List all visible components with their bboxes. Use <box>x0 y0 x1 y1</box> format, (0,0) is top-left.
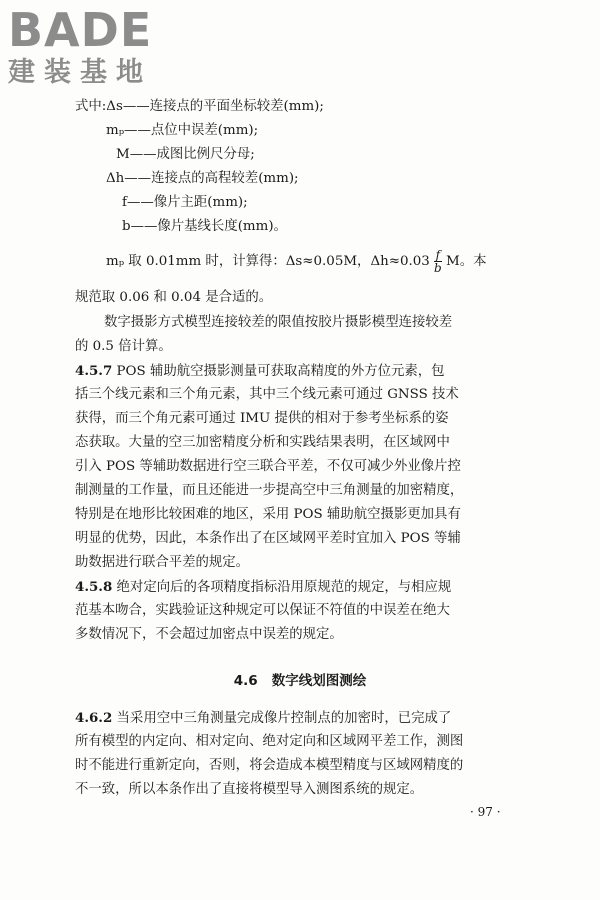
clause-457-line: 特别是在地形比较困难的地区，采用 POS 辅助航空摄影更加具有 <box>75 507 461 522</box>
clause-number: 4.5.8 <box>75 579 113 595</box>
clause-462-line: 4.6.2 当采用空中三角测量完成像片控制点的加密时，已完成了 <box>75 710 452 726</box>
clause-number: 4.6.2 <box>75 710 113 726</box>
clause-number: 4.5.7 <box>75 363 113 379</box>
definition-line: Δh——连接点的高程较差(mm); <box>106 171 299 186</box>
clause-462-line: 时不能进行重新定向，否则，将会造成本模型精度与区域网精度的 <box>75 758 464 773</box>
definition-line: b——像片基线长度(mm)。 <box>122 219 287 234</box>
calc-line <box>106 249 487 274</box>
paragraph-line: 的 0.5 倍计算。 <box>75 339 172 354</box>
fraction-numerator: f <box>435 248 441 262</box>
bade-logo <box>8 3 153 88</box>
clause-457-line: 获得，而三个角元素可通过 IMU 提供的相对于参考坐标系的姿 <box>75 411 449 426</box>
paragraph-line: 数字摄影方式模型连接较差的限值按胶片摄影模型连接较差 <box>104 315 453 330</box>
calc-line-2: 规范取 0.06 和 0.04 是合适的。 <box>75 290 273 305</box>
clause-457-line: 态获取。大量的空三加密精度分析和实践结果表明，在区域网中 <box>75 435 450 450</box>
definition-line: mₚ——点位中误差(mm); <box>106 123 259 138</box>
section-heading <box>0 669 600 689</box>
clause-457-line: 括三个线元素和三个角元素，其中三个线元素可通过 GNSS 技术 <box>75 387 459 402</box>
calc-lead: mₚ 取 0.01mm 时，计算得：Δs≈0.05M，Δh≈0.03 <box>106 254 430 269</box>
section-title: 数字线划图测绘 <box>271 673 367 689</box>
definition-line: M——成图比例尺分母; <box>116 147 255 162</box>
clause-457-line: 4.5.7 POS 辅助航空摄影测量可获取高精度的外方位元素，包 <box>75 363 445 379</box>
fraction-denominator: b <box>434 261 442 275</box>
clause-458-line: 多数情况下，不会超过加密点中误差的规定。 <box>75 627 343 642</box>
clause-458-line: 范基本吻合，实践验证这种规定可以保证不符值的中误差在绝大 <box>75 603 450 618</box>
logo-subtitle: 建装基地 <box>8 57 152 88</box>
page-number: · 97 · <box>470 805 501 819</box>
logo-brand: BADE <box>8 3 153 57</box>
clause-462-line: 所有模型的内定向、相对定向、绝对定向和区域网平差工作，测图 <box>75 734 464 749</box>
clause-458-line: 4.5.8 绝对定向后的各项精度指标沿用原规范的规定，与相应规 <box>75 579 452 595</box>
clause-457-line: 引入 POS 等辅助数据进行空三联合平差，不仅可减少外业像片控 <box>75 459 461 474</box>
fraction <box>434 249 442 274</box>
definition-line: f——像片主距(mm); <box>122 195 248 210</box>
definition-line: 式中:Δs——连接点的平面坐标较差(mm); <box>75 99 324 114</box>
clause-457-line: 助数据进行联合平差的规定。 <box>75 555 250 570</box>
clause-462-line: 不一致，所以本条作出了直接将模型导入测图系统的规定。 <box>75 782 424 797</box>
section-number: 4.6 <box>233 673 258 689</box>
clause-457-line: 明显的优势，因此，本条作出了在区域网平差时宜加入 POS 等辅 <box>75 531 461 546</box>
calc-tail: M。本 <box>446 254 487 269</box>
clause-457-line: 制测量的工作量，而且还能进一步提高空中三角测量的加密精度， <box>75 483 464 498</box>
